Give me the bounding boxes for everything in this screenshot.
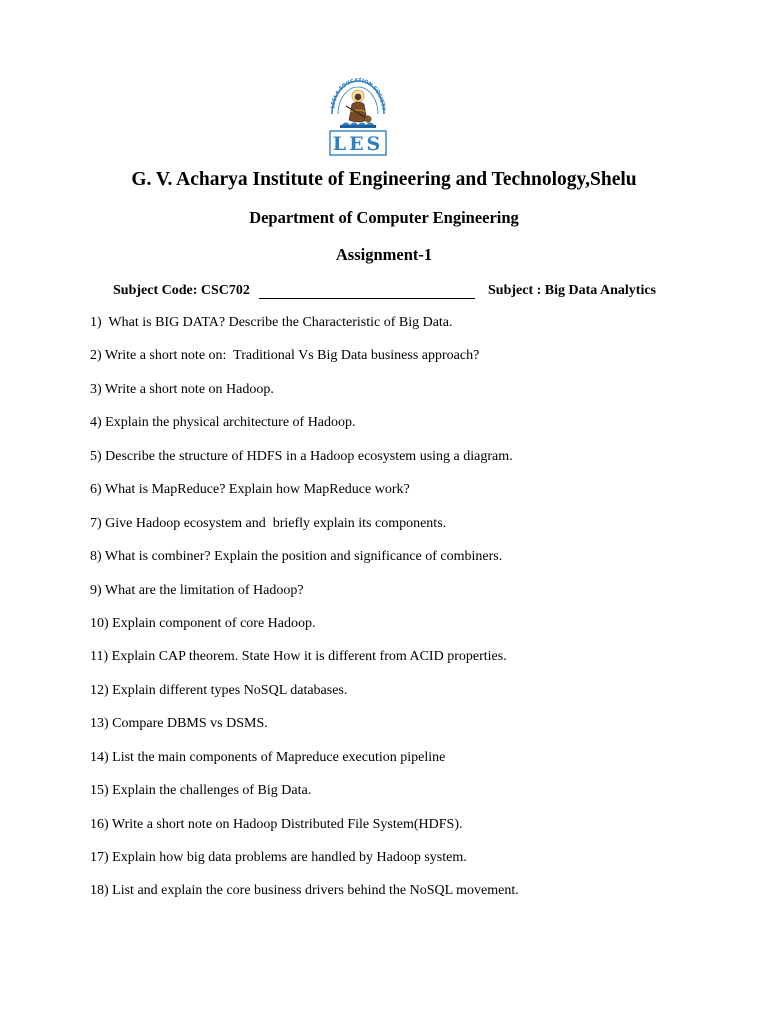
question-item: 4) Explain the physical architecture of Hadoop. [90,415,356,431]
question-item: 3) Write a short note on Hadoop. [90,381,274,397]
question-item: 15) Explain the challenges of Big Data. [90,783,312,799]
question-item: 2) Write a short note on: Traditional Vs Big Data business approach? [90,348,480,364]
question-item: 10) Explain component of core Hadoop. [90,615,316,631]
question-item: 11) Explain CAP theorem. State How it is different from ACID properties. [90,649,507,665]
subject-name: Subject : Big Data Analytics [488,283,656,298]
question-item: 5) Describe the structure of HDFS in a Hadoop ecosystem using a diagram. [90,448,513,464]
question-item: 13) Compare DBMS vs DSMS. [90,716,268,732]
underline-gap [259,298,475,299]
question-item: 17) Explain how big data problems are handled by Hadoop system. [90,850,467,865]
question-item: 12) Explain different types NoSQL databases. [90,682,348,698]
svg-text:LEELA EDUCATION SOCIETY: LEELA EDUCATION SOCIETY [330,77,387,111]
question-item: 1) What is BIG DATA? Describe the Characteristic of Big Data. [90,315,453,330]
question-list [90,313,730,915]
svg-text:LES: LES [332,133,384,155]
les-logo-icon [326,68,390,158]
question-item: 16) Write a short note on Hadoop Distributed File System(HDFS). [90,816,463,832]
question-item: 8) What is combiner? Explain the position and significance of combiners. [90,549,503,565]
department-heading: Department of Computer Engineering [249,208,519,227]
question-item: 7) Give Hadoop ecosystem and briefly explain its components. [90,515,447,531]
question-item: 9) What are the limitation of Hadoop? [90,582,304,598]
question-item: 18) List and explain the core business drivers behind the NoSQL movement. [90,883,519,899]
institute-logo [326,68,390,158]
question-item: 6) What is MapReduce? Explain how MapReduce work? [90,482,410,498]
subject-code: Subject Code: CSC702 [113,283,250,298]
question-item: 14) List the main components of Mapreduce execution pipeline [90,749,446,765]
assignment-heading: Assignment-1 [335,245,433,264]
institute-title: G. V. Acharya Institute of Engineering and Technology,Shelu [131,169,637,190]
